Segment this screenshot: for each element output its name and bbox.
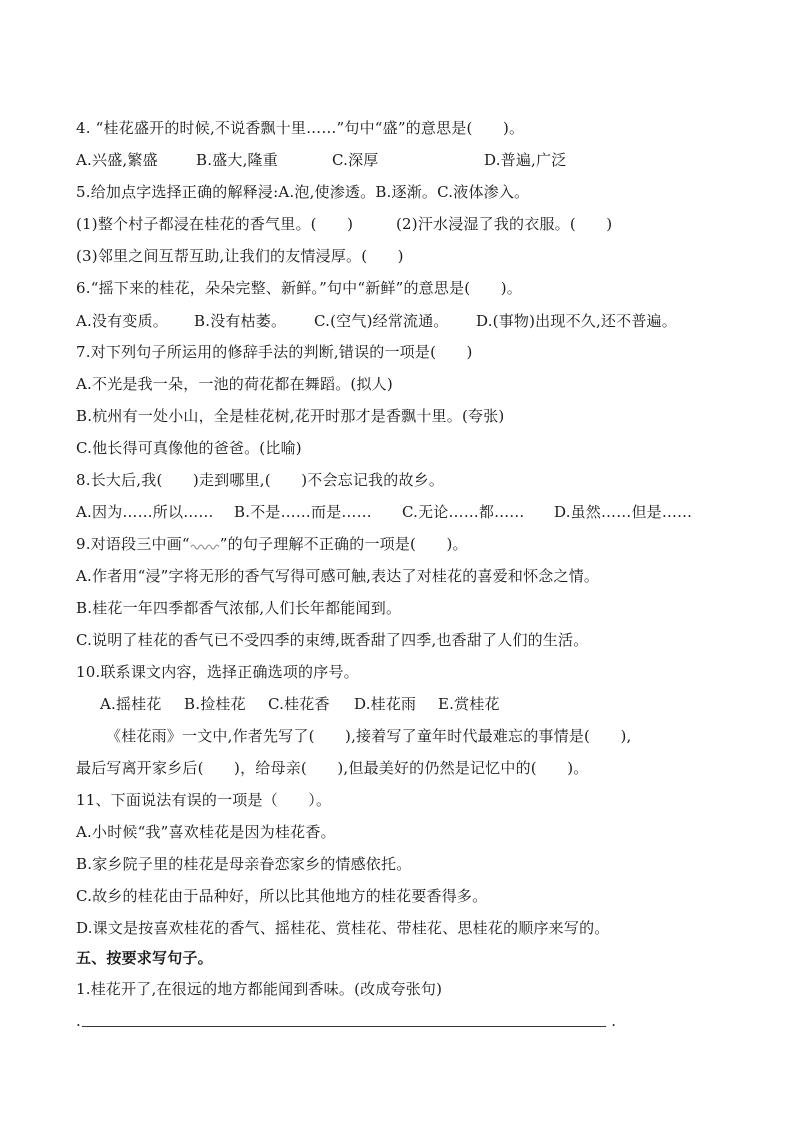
q4-option-a: A.兴盛,繁盛	[76, 151, 158, 169]
section-5-q1: 1.桂花开了,在很远的地方都能闻到香味。(改成夸张句)	[76, 980, 443, 998]
q8-stem: 8.长大后,我( )走到哪里,( )不会忘记我的故乡。	[76, 471, 445, 489]
q6-options	[76, 310, 677, 332]
q6-option-a: A.没有变质。	[76, 312, 169, 330]
q8-option-c: C.无论……都……	[402, 503, 525, 521]
q9-stem-post: ”的句子理解不正确的一项是( )。	[219, 535, 468, 553]
q6-option-b: B.没有枯萎。	[194, 312, 287, 330]
q9-stem-pre: 9.对语段三中画“	[76, 535, 190, 553]
q10-para-2: 最后写离开家乡后( )，给母亲( ),但最美好的仍然是记忆中的( )。	[76, 759, 589, 777]
q10-para-1: 《桂花雨》一文中,作者先写了( ),接着写了童年时代最难忘的事情是( ),	[106, 727, 632, 745]
q11-option-a: A.小时候“我”喜欢桂花是因为桂花香。	[76, 823, 336, 841]
q11-option-d: D.课文是按喜欢桂花的香气、摇桂花、赏桂花、带桂花、思桂花的顺序来写的。	[76, 919, 610, 937]
q6-option-d: D.(事物)出现不久,还不普遍。	[476, 312, 677, 330]
q4-option-d: D.普遍,广泛	[484, 151, 567, 169]
q8-option-a: A.因为……所以……	[76, 503, 214, 521]
q10-option-e: E.赏桂花	[438, 695, 500, 713]
section-5-heading: 五、按要求写句子。	[76, 949, 213, 967]
q5-subs	[76, 213, 612, 235]
q7-stem: 7.对下列句子所运用的修辞手法的判断,错误的一项是( )	[76, 343, 473, 361]
q9-stem	[76, 533, 468, 555]
q7-option-b: B.杭州有一处小山，全是桂花树,花开时那才是香飘十里。(夸张)	[76, 407, 505, 425]
q10-option-c: C.桂花香	[268, 695, 330, 713]
answer-line-start-mark: .	[76, 1012, 81, 1030]
q4-option-b: B.盛大,隆重	[196, 151, 278, 169]
q10-option-b: B.捡桂花	[184, 695, 246, 713]
q5-sub-2: (2)汗水浸湿了我的衣服。( )	[396, 215, 613, 233]
q9-option-a: A.作者用“浸”字将无形的香气写得可感可触,表达了对桂花的喜爱和怀念之情。	[76, 567, 600, 585]
q5-sub-3: (3)邻里之间互帮互助,让我们的友情浸厚。( )	[76, 247, 404, 265]
answer-blank-line[interactable]	[76, 1012, 616, 1030]
q11-stem: 11、下面说法有误的一项是（ ）。	[76, 791, 332, 809]
answer-line-end-mark: .	[611, 1012, 616, 1030]
wavy-underline-mark	[190, 540, 220, 550]
q4-options	[76, 149, 566, 171]
q8-options	[76, 501, 692, 523]
q10-options	[100, 693, 500, 715]
q8-option-b: B.不是……而是……	[234, 503, 372, 521]
q9-option-c: C.说明了桂花的香气已不受四季的束缚,既香甜了四季,也香甜了人们的生活。	[76, 631, 589, 649]
q6-option-c: C.(空气)经常流通。	[314, 312, 449, 330]
q10-option-d: D.桂花雨	[354, 695, 417, 713]
q6-stem: 6.“摇下来的桂花，朵朵完整、新鲜。”句中“新鲜”的意思是( )。	[76, 279, 522, 297]
q10-stem: 10.联系课文内容，选择正确选项的序号。	[76, 663, 359, 681]
q7-option-a: A.不光是我一朵，一池的荷花都在舞蹈。(拟人)	[76, 375, 393, 393]
q11-option-b: B.家乡院子里的桂花是母亲眷恋家乡的情感依托。	[76, 855, 412, 873]
q11-option-c: C.故乡的桂花由于品种好，所以比其他地方的桂花要香得多。	[76, 887, 488, 905]
q4-option-c: C.深厚	[332, 151, 379, 169]
q9-option-b: B.桂花一年四季都香气浓郁,人们长年都能闻到。	[76, 599, 402, 617]
q4-stem: 4. “桂花盛开的时候,不说香飘十里……”句中“盛”的意思是( )。	[76, 119, 525, 137]
answer-underline	[82, 1026, 606, 1027]
q5-stem: 5.给加点字选择正确的解释浸:A.泡,使渗透。B.逐渐。C.液体渗入。	[76, 183, 530, 201]
q10-option-a: A.摇桂花	[100, 695, 162, 713]
q8-option-d: D.虽然……但是……	[554, 503, 693, 521]
q5-sub-1: (1)整个村子都浸在桂花的香气里。( )	[76, 215, 354, 233]
q7-option-c: C.他长得可真像他的爸爸。(比喻)	[76, 439, 302, 457]
